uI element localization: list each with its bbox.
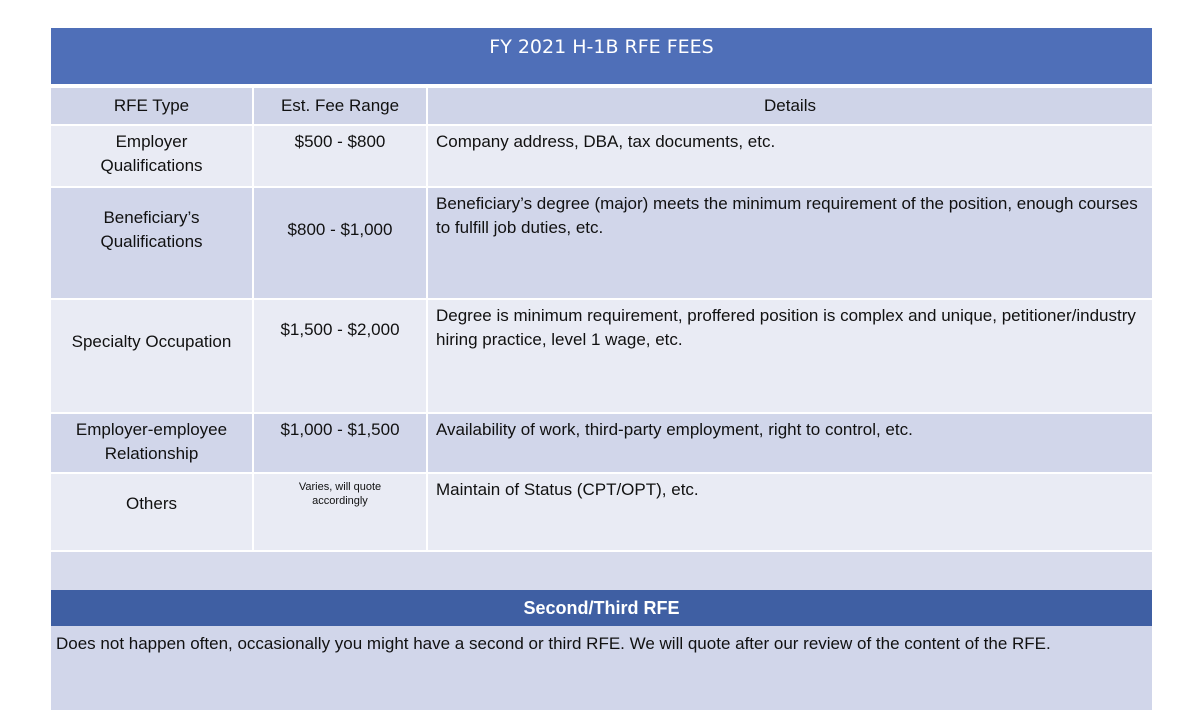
fee-cell: $1,500 - $2,000 [253,299,427,413]
fee-table [51,88,1152,552]
table-row [51,473,1152,551]
table-row [51,299,1152,413]
slide-title: FY 2021 H-1B RFE FEES [51,28,1152,84]
details-cell: Maintain of Status (CPT/OPT), etc. [427,473,1152,551]
header-details: Details [427,88,1152,125]
second-rfe-heading: Second/Third RFE [51,590,1152,626]
table-row [51,125,1152,187]
fee-varies-text: Varies, will quote accordingly [298,481,382,507]
table-row [51,413,1152,473]
slide [51,28,1152,710]
spacer-band [51,552,1152,590]
fee-cell [253,473,427,551]
fee-cell: $800 - $1,000 [253,187,427,299]
fee-cell: $500 - $800 [253,125,427,187]
details-cell: Availability of work, third-party employment, right to control, etc. [427,413,1152,473]
header-fee-range: Est. Fee Range [253,88,427,125]
details-cell: Beneficiary’s degree (major) meets the minimum requirement of the position, enough courses to fulfill job duties, etc. [427,187,1152,299]
rfe-type-cell [51,413,253,473]
rfe-type-text: Employer Qualifications [100,132,203,175]
details-cell: Company address, DBA, tax documents, etc. [427,125,1152,187]
details-cell: Degree is minimum requirement, proffered position is complex and unique, petitioner/industry hiring practice, level 1 wage, etc. [427,299,1152,413]
fee-cell: $1,000 - $1,500 [253,413,427,473]
table-header-row [51,88,1152,125]
rfe-type-cell [51,187,253,299]
rfe-type-cell: Specialty Occupation [51,299,253,413]
second-rfe-body: Does not happen often, occasionally you might have a second or third RFE. We will quote after our review of the content of the RFE. [51,626,1152,710]
table-row [51,187,1152,299]
rfe-type-text: Beneficiary’s Qualifications [100,208,203,251]
rfe-type-cell [51,125,253,187]
header-rfe-type: RFE Type [51,88,253,125]
rfe-type-text: Employer-employee Relationship [75,420,228,463]
rfe-type-cell: Others [51,473,253,551]
